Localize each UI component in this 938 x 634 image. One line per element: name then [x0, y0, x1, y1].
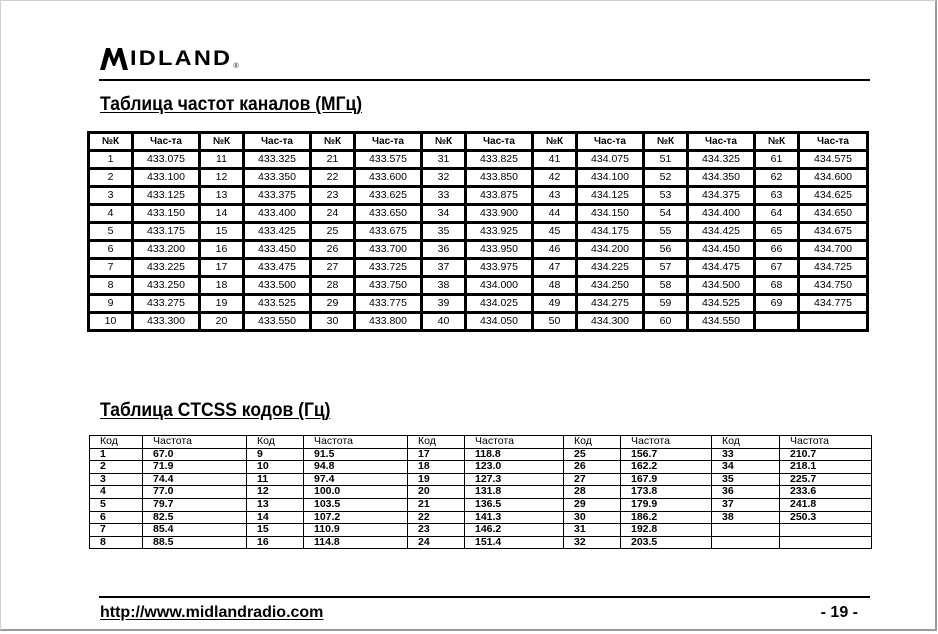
code-cell: 10 — [247, 461, 304, 474]
frequency-cell: 123.0 — [465, 461, 564, 474]
channel-cell: 9 — [89, 295, 133, 313]
frequency-cell: 434.275 — [577, 295, 644, 313]
channel-cell: 55 — [644, 223, 688, 241]
frequency-table — [87, 131, 869, 332]
channel-cell: 49 — [533, 295, 577, 313]
frequency-cell: 433.700 — [355, 241, 422, 259]
frequency-cell: 91.5 — [304, 448, 408, 461]
code-cell: 9 — [247, 448, 304, 461]
frequency-cell: 250.3 — [780, 511, 872, 524]
table-row — [90, 524, 872, 537]
frequency-header: Час-та — [133, 133, 200, 151]
channel-cell: 69 — [755, 295, 799, 313]
frequency-cell: 192.8 — [621, 524, 712, 537]
channel-cell: 12 — [200, 169, 244, 187]
frequency-cell: 136.5 — [465, 498, 564, 511]
frequency-cell: 433.225 — [133, 259, 200, 277]
midland-logo — [100, 42, 239, 70]
frequency-header: Час-та — [355, 133, 422, 151]
table-row — [90, 461, 872, 474]
frequency-header: Частота — [143, 436, 247, 449]
frequency-cell: 433.325 — [244, 151, 311, 169]
frequency-cell: 433.400 — [244, 205, 311, 223]
channel-cell: 28 — [311, 277, 355, 295]
frequency-cell: 82.5 — [143, 511, 247, 524]
frequency-cell: 434.475 — [688, 259, 755, 277]
frequency-cell: 434.225 — [577, 259, 644, 277]
channel-cell: 13 — [200, 187, 244, 205]
channel-header: №К — [644, 133, 688, 151]
code-header: Код — [712, 436, 780, 449]
frequency-header: Час-та — [799, 133, 868, 151]
code-cell: 33 — [712, 448, 780, 461]
frequency-cell: 167.9 — [621, 473, 712, 486]
frequency-cell: 433.900 — [466, 205, 533, 223]
frequency-cell: 433.475 — [244, 259, 311, 277]
channel-cell: 56 — [644, 241, 688, 259]
frequency-cell: 434.450 — [688, 241, 755, 259]
frequency-cell — [780, 536, 872, 549]
channel-cell: 39 — [422, 295, 466, 313]
frequency-cell: 433.625 — [355, 187, 422, 205]
table-row — [90, 486, 872, 499]
channel-cell: 61 — [755, 151, 799, 169]
frequency-cell: 110.9 — [304, 524, 408, 537]
code-cell — [712, 536, 780, 549]
code-cell: 28 — [564, 486, 621, 499]
frequency-cell: 433.975 — [466, 259, 533, 277]
ctcss-header-row — [90, 436, 872, 449]
channel-cell: 40 — [422, 313, 466, 331]
channel-cell: 27 — [311, 259, 355, 277]
code-cell: 25 — [564, 448, 621, 461]
channel-cell: 47 — [533, 259, 577, 277]
channel-cell: 44 — [533, 205, 577, 223]
channel-header: №К — [755, 133, 799, 151]
channel-cell: 19 — [200, 295, 244, 313]
channel-cell: 17 — [200, 259, 244, 277]
frequency-cell: 434.725 — [799, 259, 868, 277]
frequency-header: Час-та — [244, 133, 311, 151]
code-cell: 24 — [408, 536, 465, 549]
frequency-cell: 434.550 — [688, 313, 755, 331]
channel-cell: 23 — [311, 187, 355, 205]
frequency-cell: 434.625 — [799, 187, 868, 205]
frequency-cell: 434.675 — [799, 223, 868, 241]
code-header: Код — [90, 436, 143, 449]
channel-cell: 8 — [89, 277, 133, 295]
code-cell: 17 — [408, 448, 465, 461]
frequency-cell: 433.875 — [466, 187, 533, 205]
code-cell: 27 — [564, 473, 621, 486]
frequency-cell: 156.7 — [621, 448, 712, 461]
frequency-cell: 225.7 — [780, 473, 872, 486]
logo-text: IDLAND — [130, 47, 233, 70]
channel-cell: 26 — [311, 241, 355, 259]
frequency-cell: 434.000 — [466, 277, 533, 295]
code-header: Код — [564, 436, 621, 449]
code-cell: 15 — [247, 524, 304, 537]
channel-cell: 22 — [311, 169, 355, 187]
channel-cell: 3 — [89, 187, 133, 205]
channel-header: №К — [533, 133, 577, 151]
frequency-cell: 434.200 — [577, 241, 644, 259]
frequency-cell: 173.8 — [621, 486, 712, 499]
channel-cell: 46 — [533, 241, 577, 259]
frequency-header: Частота — [621, 436, 712, 449]
frequency-cell: 433.150 — [133, 205, 200, 223]
frequency-cell: 434.425 — [688, 223, 755, 241]
table-row — [89, 313, 868, 331]
table-row — [89, 223, 868, 241]
code-cell: 37 — [712, 498, 780, 511]
frequency-cell: 434.350 — [688, 169, 755, 187]
code-cell: 31 — [564, 524, 621, 537]
footer-url-link[interactable]: http://www.midlandradio.com — [100, 604, 324, 621]
channel-cell: 52 — [644, 169, 688, 187]
logo-registered-mark: ® — [233, 63, 239, 70]
channel-cell: 60 — [644, 313, 688, 331]
frequency-cell: 433.500 — [244, 277, 311, 295]
frequency-cell: 94.8 — [304, 461, 408, 474]
frequency-cell: 433.175 — [133, 223, 200, 241]
code-cell: 21 — [408, 498, 465, 511]
frequency-cell: 434.025 — [466, 295, 533, 313]
channel-cell: 68 — [755, 277, 799, 295]
channel-cell: 11 — [200, 151, 244, 169]
frequency-cell: 433.750 — [355, 277, 422, 295]
table-row — [90, 536, 872, 549]
channel-cell: 33 — [422, 187, 466, 205]
channel-cell: 29 — [311, 295, 355, 313]
channel-cell: 58 — [644, 277, 688, 295]
frequency-cell: 97.4 — [304, 473, 408, 486]
frequency-cell: 433.075 — [133, 151, 200, 169]
frequency-header: Час-та — [466, 133, 533, 151]
frequency-cell: 433.100 — [133, 169, 200, 187]
table-row — [89, 277, 868, 295]
frequency-cell: 434.075 — [577, 151, 644, 169]
channel-cell: 30 — [311, 313, 355, 331]
frequency-cell: 107.2 — [304, 511, 408, 524]
code-cell: 30 — [564, 511, 621, 524]
frequency-cell: 433.450 — [244, 241, 311, 259]
frequency-cell: 434.575 — [799, 151, 868, 169]
table-row — [90, 511, 872, 524]
frequency-cell: 434.375 — [688, 187, 755, 205]
frequency-cell: 127.3 — [465, 473, 564, 486]
channel-cell: 45 — [533, 223, 577, 241]
frequency-cell: 162.2 — [621, 461, 712, 474]
freq-table-title: Таблица частот каналов (МГц) — [100, 94, 363, 115]
frequency-cell: 433.600 — [355, 169, 422, 187]
frequency-cell: 433.825 — [466, 151, 533, 169]
channel-cell: 10 — [89, 313, 133, 331]
code-cell: 29 — [564, 498, 621, 511]
code-cell: 23 — [408, 524, 465, 537]
channel-cell: 32 — [422, 169, 466, 187]
code-cell: 12 — [247, 486, 304, 499]
channel-cell: 1 — [89, 151, 133, 169]
channel-cell: 43 — [533, 187, 577, 205]
channel-cell: 51 — [644, 151, 688, 169]
channel-header: №К — [89, 133, 133, 151]
channel-cell: 18 — [200, 277, 244, 295]
table-row — [90, 473, 872, 486]
channel-cell: 20 — [200, 313, 244, 331]
frequency-cell: 88.5 — [143, 536, 247, 549]
channel-cell: 6 — [89, 241, 133, 259]
frequency-cell — [780, 524, 872, 537]
channel-cell: 62 — [755, 169, 799, 187]
code-cell: 22 — [408, 511, 465, 524]
code-cell: 32 — [564, 536, 621, 549]
code-cell: 26 — [564, 461, 621, 474]
table-row — [89, 187, 868, 205]
channel-cell: 67 — [755, 259, 799, 277]
frequency-cell: 433.125 — [133, 187, 200, 205]
channel-header: №К — [200, 133, 244, 151]
frequency-cell: 67.0 — [143, 448, 247, 461]
frequency-cell: 433.300 — [133, 313, 200, 331]
code-cell: 6 — [90, 511, 143, 524]
frequency-cell: 433.850 — [466, 169, 533, 187]
frequency-cell: 433.375 — [244, 187, 311, 205]
channel-cell: 66 — [755, 241, 799, 259]
channel-cell: 15 — [200, 223, 244, 241]
code-cell: 19 — [408, 473, 465, 486]
frequency-cell: 210.7 — [780, 448, 872, 461]
code-cell: 38 — [712, 511, 780, 524]
frequency-cell: 433.350 — [244, 169, 311, 187]
midland-m-icon — [100, 48, 128, 70]
frequency-header: Частота — [465, 436, 564, 449]
table-row — [90, 498, 872, 511]
frequency-cell: 434.650 — [799, 205, 868, 223]
channel-cell: 24 — [311, 205, 355, 223]
channel-cell: 4 — [89, 205, 133, 223]
channel-cell: 59 — [644, 295, 688, 313]
channel-cell: 34 — [422, 205, 466, 223]
channel-cell: 7 — [89, 259, 133, 277]
frequency-cell: 433.775 — [355, 295, 422, 313]
frequency-cell: 433.200 — [133, 241, 200, 259]
channel-cell: 57 — [644, 259, 688, 277]
channel-cell: 41 — [533, 151, 577, 169]
channel-cell: 25 — [311, 223, 355, 241]
code-cell: 3 — [90, 473, 143, 486]
channel-header: №К — [422, 133, 466, 151]
code-cell: 1 — [90, 448, 143, 461]
frequency-cell: 141.3 — [465, 511, 564, 524]
channel-cell: 37 — [422, 259, 466, 277]
frequency-cell: 434.325 — [688, 151, 755, 169]
frequency-cell: 434.750 — [799, 277, 868, 295]
frequency-cell: 434.775 — [799, 295, 868, 313]
frequency-cell: 434.100 — [577, 169, 644, 187]
frequency-cell: 433.650 — [355, 205, 422, 223]
table-row — [89, 151, 868, 169]
frequency-cell: 74.4 — [143, 473, 247, 486]
frequency-header: Частота — [780, 436, 872, 449]
channel-cell: 2 — [89, 169, 133, 187]
frequency-cell: 434.050 — [466, 313, 533, 331]
code-cell: 34 — [712, 461, 780, 474]
table-row — [89, 259, 868, 277]
frequency-cell: 434.700 — [799, 241, 868, 259]
channel-cell: 35 — [422, 223, 466, 241]
ctcss-table — [89, 435, 872, 549]
frequency-cell: 433.275 — [133, 295, 200, 313]
channel-cell: 50 — [533, 313, 577, 331]
code-cell: 4 — [90, 486, 143, 499]
code-cell: 8 — [90, 536, 143, 549]
code-cell: 5 — [90, 498, 143, 511]
code-cell: 16 — [247, 536, 304, 549]
code-cell: 13 — [247, 498, 304, 511]
table-row — [90, 448, 872, 461]
frequency-cell: 433.675 — [355, 223, 422, 241]
page-number: - 19 - — [820, 604, 858, 621]
frequency-cell: 151.4 — [465, 536, 564, 549]
channel-cell: 64 — [755, 205, 799, 223]
channel-cell: 38 — [422, 277, 466, 295]
ctcss-table-title: Таблица CTCSS кодов (Гц) — [100, 400, 331, 421]
frequency-cell: 433.575 — [355, 151, 422, 169]
frequency-cell: 100.0 — [304, 486, 408, 499]
header-rule — [99, 79, 870, 81]
channel-cell: 65 — [755, 223, 799, 241]
frequency-cell: 85.4 — [143, 524, 247, 537]
frequency-cell: 233.6 — [780, 486, 872, 499]
frequency-cell — [799, 313, 868, 331]
channel-cell: 42 — [533, 169, 577, 187]
channel-cell: 48 — [533, 277, 577, 295]
frequency-cell: 434.150 — [577, 205, 644, 223]
channel-cell: 16 — [200, 241, 244, 259]
frequency-cell: 433.550 — [244, 313, 311, 331]
frequency-cell: 434.600 — [799, 169, 868, 187]
frequency-cell: 434.400 — [688, 205, 755, 223]
frequency-cell: 179.9 — [621, 498, 712, 511]
channel-cell: 53 — [644, 187, 688, 205]
code-header: Код — [247, 436, 304, 449]
footer-rule — [99, 596, 870, 598]
frequency-cell: 218.1 — [780, 461, 872, 474]
frequency-cell: 434.300 — [577, 313, 644, 331]
frequency-header: Частота — [304, 436, 408, 449]
frequency-header: Час-та — [577, 133, 644, 151]
code-header: Код — [408, 436, 465, 449]
code-cell: 14 — [247, 511, 304, 524]
frequency-cell: 434.175 — [577, 223, 644, 241]
code-cell — [712, 524, 780, 537]
frequency-cell: 433.950 — [466, 241, 533, 259]
frequency-cell: 71.9 — [143, 461, 247, 474]
frequency-cell: 434.500 — [688, 277, 755, 295]
table-row — [89, 241, 868, 259]
frequency-cell: 131.8 — [465, 486, 564, 499]
channel-cell: 54 — [644, 205, 688, 223]
code-cell: 20 — [408, 486, 465, 499]
frequency-cell: 77.0 — [143, 486, 247, 499]
code-cell: 36 — [712, 486, 780, 499]
channel-header: №К — [311, 133, 355, 151]
code-cell: 35 — [712, 473, 780, 486]
frequency-cell: 433.250 — [133, 277, 200, 295]
table-row — [89, 169, 868, 187]
frequency-cell: 203.5 — [621, 536, 712, 549]
frequency-cell: 186.2 — [621, 511, 712, 524]
code-cell: 18 — [408, 461, 465, 474]
frequency-cell: 241.8 — [780, 498, 872, 511]
frequency-cell: 434.125 — [577, 187, 644, 205]
frequency-cell: 434.250 — [577, 277, 644, 295]
frequency-cell: 103.5 — [304, 498, 408, 511]
channel-cell: 14 — [200, 205, 244, 223]
code-cell: 2 — [90, 461, 143, 474]
frequency-cell: 433.800 — [355, 313, 422, 331]
frequency-cell: 114.8 — [304, 536, 408, 549]
channel-cell: 63 — [755, 187, 799, 205]
channel-cell: 5 — [89, 223, 133, 241]
table-row — [89, 295, 868, 313]
frequency-cell: 146.2 — [465, 524, 564, 537]
frequency-cell: 433.425 — [244, 223, 311, 241]
frequency-cell: 433.925 — [466, 223, 533, 241]
channel-cell: 36 — [422, 241, 466, 259]
channel-cell: 21 — [311, 151, 355, 169]
frequency-cell: 433.725 — [355, 259, 422, 277]
frequency-header: Час-та — [688, 133, 755, 151]
code-cell: 7 — [90, 524, 143, 537]
frequency-cell: 433.525 — [244, 295, 311, 313]
channel-cell — [755, 313, 799, 331]
frequency-cell: 79.7 — [143, 498, 247, 511]
frequency-cell: 118.8 — [465, 448, 564, 461]
code-cell: 11 — [247, 473, 304, 486]
channel-cell: 31 — [422, 151, 466, 169]
freq-header-row — [89, 133, 868, 151]
frequency-cell: 434.525 — [688, 295, 755, 313]
table-row — [89, 205, 868, 223]
